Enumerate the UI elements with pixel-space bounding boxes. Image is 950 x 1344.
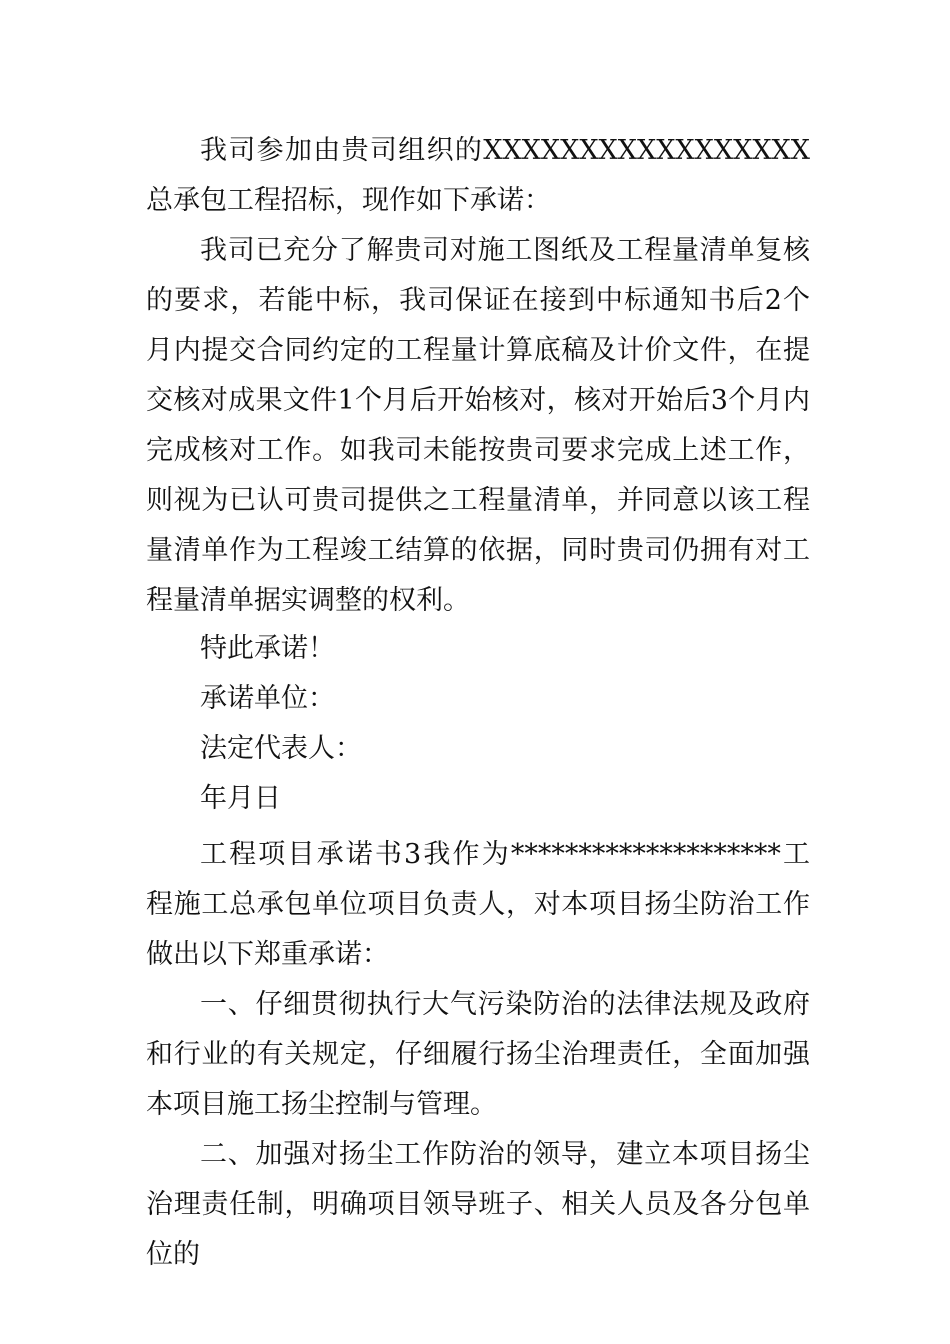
paragraph-hereby-promise: 特此承诺！ bbox=[200, 633, 335, 664]
paragraph-project-pledge-intro: 工程项目承诺书3我作为********************工程施工总承包单位项目负责人，对本项目扬尘防治工作做出以下郑重承诺： bbox=[146, 839, 810, 970]
paragraph-pledge-item-2: 二、加强对扬尘工作防治的领导，建立本项目扬尘治理责任制，明确项目领导班子、相关人员及各分包单位的 bbox=[146, 1139, 810, 1270]
paragraph-review-commitment: 我司已充分了解贵司对施工图纸及工程量清单复核的要求，若能中标，我司保证在接到中标通知书后2个月内提交合同约定的工程量计算底稿及计价文件，在提交核对成果文件1个月后开始核对，核对开始后3个月内完成核对工作。如我司未能按贵司要求完成上述工作，则视为已认可贵司提供之工程量清单，并同意以该工程量清单作为工程竣工结算的依据，同时贵司仍拥有对工程量清单据实调整的权利。 bbox=[146, 235, 810, 616]
paragraph-pledge-item-1: 一、仔细贯彻执行大气污染防治的法律法规及政府和行业的有关规定，仔细履行扬尘治理责任，全面加强本项目施工扬尘控制与管理。 bbox=[146, 989, 810, 1120]
paragraph-legal-representative: 法定代表人： bbox=[200, 733, 362, 764]
paragraph-promising-unit: 承诺单位： bbox=[200, 683, 335, 714]
paragraph-date: 年月日 bbox=[200, 783, 281, 814]
document-body bbox=[146, 126, 810, 1280]
paragraph-invitation: 我司参加由贵司组织的XXXXXXXXXXXXXXXXX总承包工程招标，现作如下承诺： bbox=[146, 135, 810, 216]
